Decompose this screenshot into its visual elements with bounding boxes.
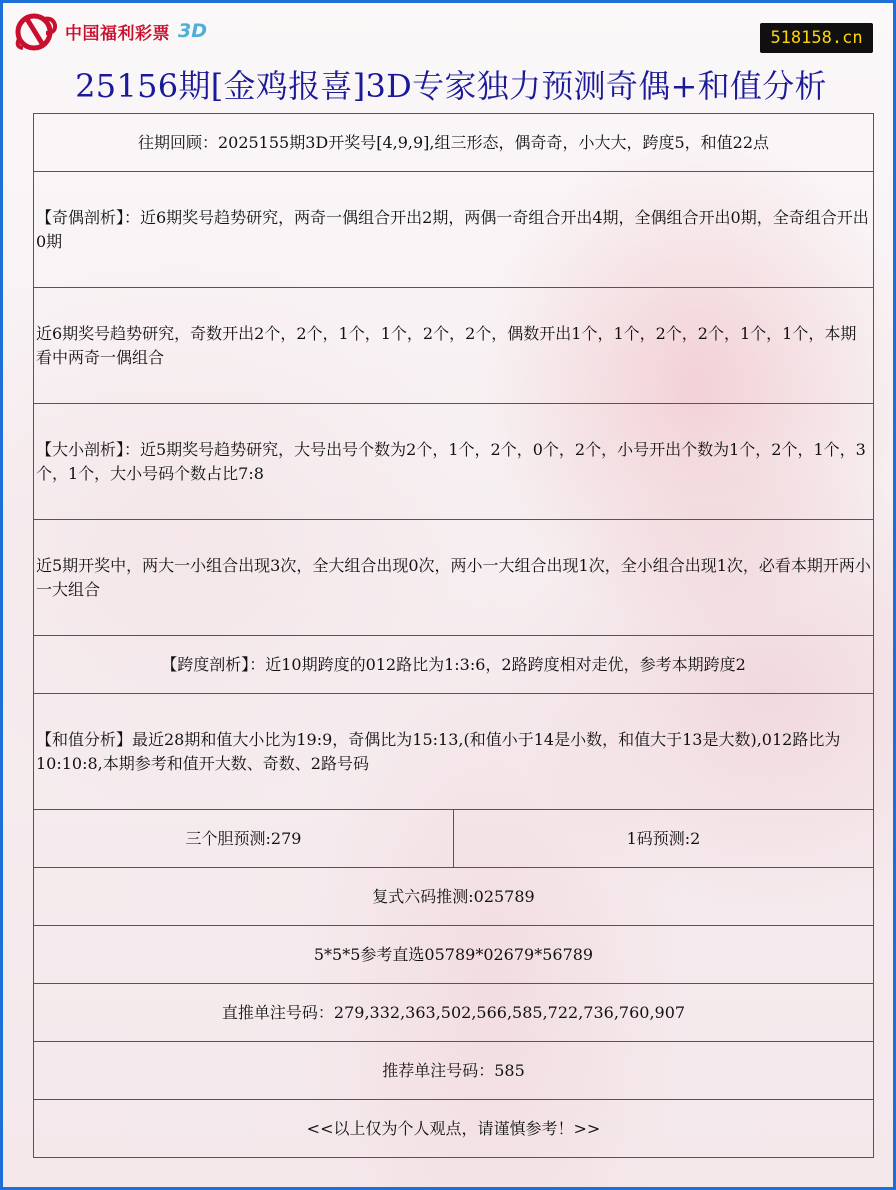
table-row	[34, 288, 874, 404]
table-row	[34, 984, 874, 1042]
table-row	[34, 926, 874, 984]
disclaimer-cell: <<以上仅为个人观点，请谨慎参考！>>	[34, 1100, 874, 1158]
table-row	[34, 1100, 874, 1158]
recommended-cell: 推荐单注号码：585	[34, 1042, 874, 1100]
table-row	[34, 404, 874, 520]
logo-text: 中国福利彩票	[65, 23, 170, 44]
site-badge: 518158.cn	[760, 23, 873, 53]
direct-singles-cell: 直推单注号码：279,332,363,502,566,585,722,736,760,907	[34, 984, 874, 1042]
sum-analysis-cell: 【和值分析】最近28期和值大小比为19:9，奇偶比为15:13,(和值小于14是小数，和值大于13是大数),012路比为10:10:8,本期参考和值开大数、奇数、2路号码	[34, 694, 874, 810]
six-code-cell: 复式六码推测:025789	[34, 868, 874, 926]
table-row	[34, 1042, 874, 1100]
table-row	[34, 114, 874, 172]
lottery-logo-icon	[13, 11, 59, 51]
one-code-cell: 1码预测:2	[454, 810, 874, 868]
table-row	[34, 636, 874, 694]
table-row	[34, 868, 874, 926]
review-cell: 往期回顾：2025155期3D开奖号[4,9,9],组三形态，偶奇奇，小大大，跨度5，和值22点	[34, 114, 874, 172]
table-row	[34, 172, 874, 288]
lottery-logo	[13, 11, 207, 51]
table-row	[34, 810, 874, 868]
logo-3d: 3D	[178, 20, 207, 42]
direct-555-cell: 5*5*5参考直选05789*02679*56789	[34, 926, 874, 984]
span-analysis-cell: 【跨度剖析】：近10期跨度的012路比为1:3:6，2路跨度相对走优，参考本期跨度2	[34, 636, 874, 694]
table-row	[34, 520, 874, 636]
big-small-analysis-cell: 【大小剖析】：近5期奖号趋势研究，大号出号个数为2个，1个，2个，0个，2个，小号开出个数为1个，2个，1个，3个，1个，大小号码个数占比7:8	[34, 404, 874, 520]
analysis-table	[33, 113, 874, 1158]
big-small-detail-cell: 近5期开奖中，两大一小组合出现3次，全大组合出现0次，两小一大组合出现1次，全小组合出现1次，必看本期开两小一大组合	[34, 520, 874, 636]
page-title: 25156期[金鸡报喜]3D专家独力预测奇偶+和值分析	[75, 67, 827, 105]
odd-even-detail-cell: 近6期奖号趋势研究，奇数开出2个，2个，1个，1个，2个，2个，偶数开出1个，1个，2个，2个，1个，1个，本期看中两奇一偶组合	[34, 288, 874, 404]
three-dan-cell: 三个胆预测:279	[34, 810, 454, 868]
table-row	[34, 694, 874, 810]
odd-even-analysis-cell: 【奇偶剖析】：近6期奖号趋势研究，两奇一偶组合开出2期，两偶一奇组合开出4期，全偶组合开出0期，全奇组合开出0期	[34, 172, 874, 288]
